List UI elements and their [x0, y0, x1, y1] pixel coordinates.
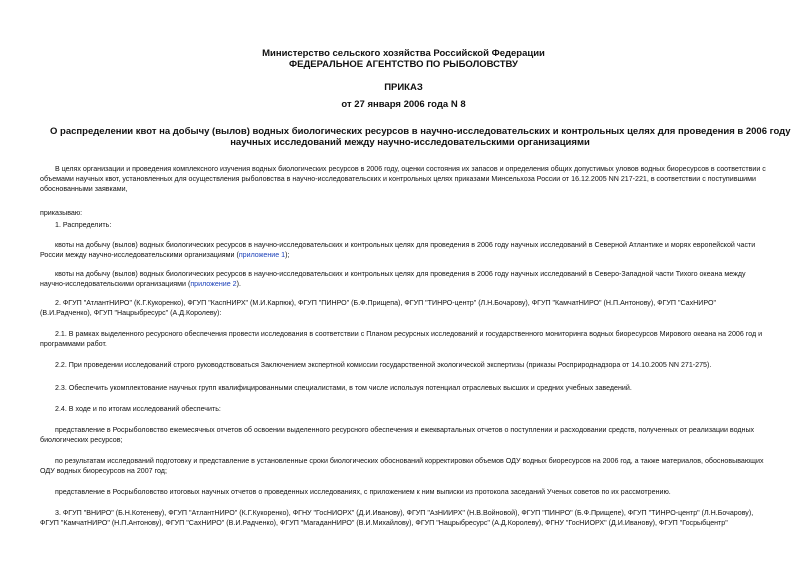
document-type: ПРИКАЗ — [384, 82, 423, 93]
item-2-3: 2.3. Обеспечить укомплектование научных групп квалифицированными специалистами, в том числе используя потенциал отраслевых высших и средних учебных заведений. — [55, 384, 632, 392]
item-1: 1. Распределить: — [55, 221, 112, 229]
appendix-1-link[interactable]: приложение 1 — [238, 251, 286, 259]
item-1b-text: квоты на добычу (вылов) водных биологических ресурсов в научно-исследовательских и контрольных целях для проведения в 2006 году научных исследований в Северо-Западной части Тихого океана между научно-исследовательскими организациями ( — [40, 270, 746, 288]
item-3: 3. ФГУП "ВНИРО" (Б.Н.Котеневу), ФГУП "АтлантНИРО" (К.Г.Кукоренко), ФГНУ "ГосНИОРХ" (Д.И.Иванову), ФГУП "АзНИИРХ" (Н.В.Войновой), ФГУП "ПИНРО" (Б.Ф.Прищепе), ФГУП "ТИНРО-центр" (Л.Н.Бочарову), ФГУП "КамчатНИРО" (Н.П.Антонову), ФГУП "СахНИРО" (В.И.Радченко), ФГУП "МагаданНИРО" (В.И.Михайлову), ФГУП "Нацрыбресурс" (А.Д.Королеву), ФГНУ "ГосНИОРХ" (Д.И.Иванову), ФГУП "Госрыбцентр" — [40, 509, 754, 527]
item-2-4: 2.4. В ходе и по итогам исследований обеспечить: — [55, 405, 221, 413]
document-date: от 27 января 2006 года N 8 — [341, 99, 466, 110]
item-1a — [40, 240, 768, 260]
item-2-4-a: представление в Росрыболовство ежемесячных отчетов об освоении выделенного ресурсного обеспечения и ежеквартальных отчетов о поступлении и расходовании средств, полученных от реализации водных биологических ресурсов; — [40, 426, 755, 444]
item-2: 2. ФГУП "АтлантНИРО" (К.Г.Кукоренко), ФГУП "КаспНИРХ" (М.И.Карпюк), ФГУП "ПИНРО" (Б.Ф.Прищепа), ФГУП "ТИНРО-центр" (Л.Н.Бочарову), ФГУП "КамчатНИРО" (Н.П.Антонову), ФГУП "СахНИРО" (В.И.Радченко), ФГУП "Нацрыбресурс" (А.Д.Королеву): — [40, 299, 717, 317]
intro-paragraph: В целях организации и проведения комплексного изучения водных биологических ресурсов в 2006 году, оценки состояния их запасов и определения общих допустимых уловов водных биоресурсов в соответствии с объемами научных квот, установленных для осуществления рыболовства в научно-исследовательских и контрольных целях приказами Минсельхоза России от 16.12.2005 NN 217-221, в соответствии с поступившими обоснованными заявками, — [40, 165, 766, 193]
item-1a-text: квоты на добычу (вылов) водных биологических ресурсов в научно-исследовательских и контрольных целях для проведения в 2006 году научных исследований в Северной Атлантике и морях европейской части России между научно-исследовательскими организациями ( — [40, 241, 756, 259]
item-1b-end: ). — [236, 280, 241, 288]
orders-word: приказываю: — [40, 209, 83, 217]
document-title-line-2: научных исследований между научно-исследовательскими организациями — [230, 137, 590, 148]
item-2-1: 2.1. В рамках выделенного ресурсного обеспечения провести исследования в соответствии с Планом ресурсных исследований и государственного мониторинга водных биоресурсов Мирового океана на 2006 год и программами работ. — [40, 330, 763, 348]
item-2-4-b: по результатам исследований подготовку и представление в установленные сроки биологических обоснований корректировки объемов ОДУ водных биоресурсов на 2006 год, а также материалов, обосновывающих ОДУ водных биоресурсов на 2007 год; — [40, 457, 764, 475]
item-1a-end: ); — [285, 251, 290, 259]
item-2-4-c: представление в Росрыболовство итоговых научных отчетов о проведенных исследованиях, с приложением к ним выписки из протокола заседаний Ученых советов по их рассмотрению. — [55, 488, 671, 496]
appendix-2-link[interactable]: приложение 2 — [190, 280, 237, 288]
ministry-name: Министерство сельского хозяйства Российской Федерации — [262, 48, 545, 59]
agency-name: ФЕДЕРАЛЬНОЕ АГЕНТСТВО ПО РЫБОЛОВСТВУ — [289, 59, 518, 70]
item-1b — [40, 269, 768, 289]
item-2-2: 2.2. При проведении исследований строго руководствоваться Заключением экспертной комиссии государственной экологической экспертизы (приказы Росприроднадзора от 14.10.2005 NN 271-275). — [55, 361, 712, 369]
document-title-line-1: О распределении квот на добычу (вылов) водных биологических ресурсов в научно-исследовательских и контрольных целях для проведения в 2006 году — [50, 126, 791, 137]
